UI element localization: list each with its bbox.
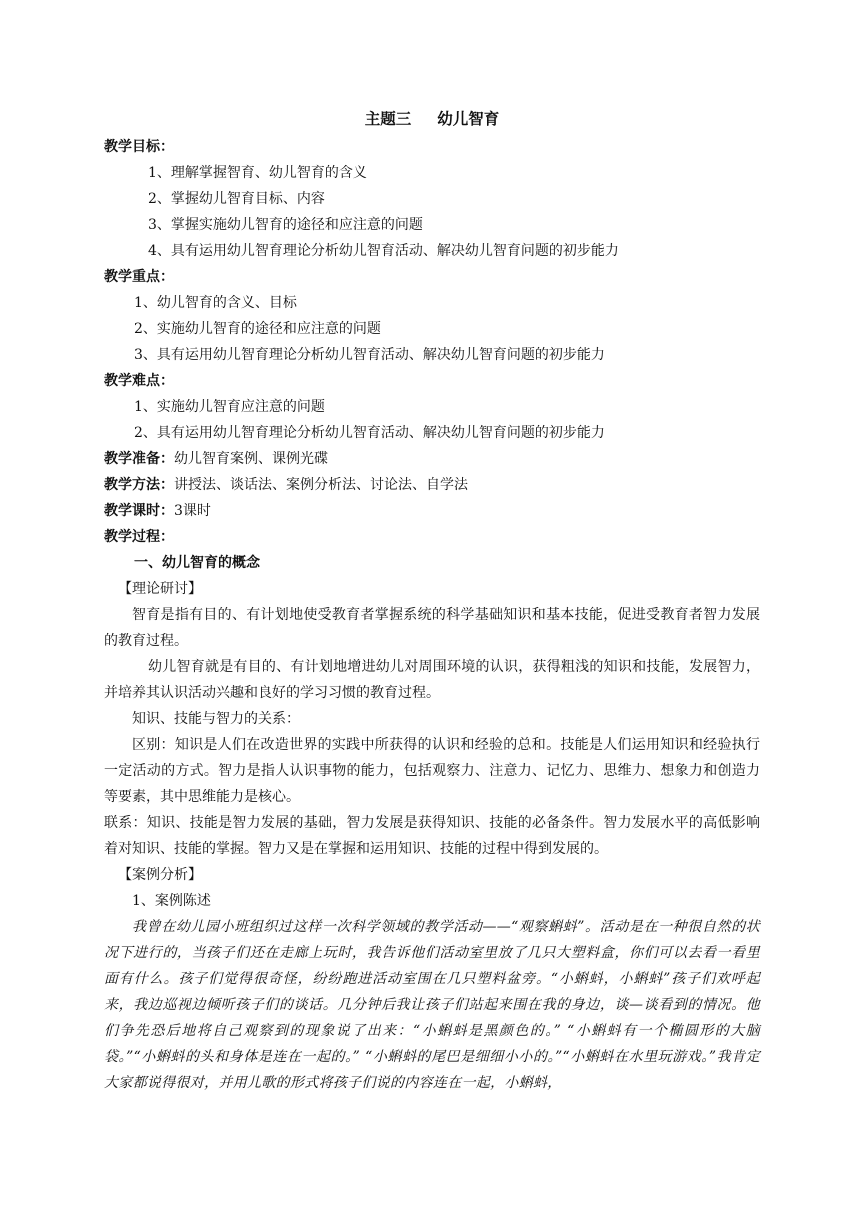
title-topic: 主题三 — [364, 109, 412, 128]
case-story-paragraph: 我曾在幼儿园小班组织过这样一次科学领域的教学活动——“观察蝌蚪”。活动是在一种很自然的状况下进行的，当孩子们还在走廊上玩时，我告诉他们活动室里放了几只大塑料盒，你们可以去看一看里面有什么。孩子们觉得很奇怪，纷纷跑进活动室围在几只塑料盆旁。“小蝌蚪，小蝌蚪”孩子们欢呼起来，我边巡视边倾听孩子们的谈话。几分钟后我让孩子们站起来围在我的身边，谈—谈看到的情况。他们争先恐后地将自己观察到的现象说了出来：“小蝌蚪是黑颜色的。” “小蝌蚪有一个椭圆形的大脑袋。”“小蝌蚪的头和身体是连在一起的。” “小蝌蚪的尾巴是细细小小的。”“小蝌蚪在水里玩游戏。”我肯定大家都说得很对，并用儿歌的形式将孩子们说的内容连在一起，小蝌蚪， — [104, 919, 760, 1091]
prep-line — [104, 446, 760, 472]
hours-line — [104, 498, 760, 524]
case-heading: 【案例分析】 — [118, 867, 202, 883]
paragraph-preschool-intellectual-education: 幼儿智育就是有目的、有计划地增进幼儿对周围环境的认识，获得粗浅的知识和技能，发展智力，并培养其认识活动兴趣和良好的学习习惯的教育过程。 — [104, 659, 760, 701]
method-line — [104, 472, 760, 498]
method-label: 教学方法： — [104, 477, 174, 493]
goals-label: 教学目标： — [104, 139, 174, 155]
prep-label: 教学准备： — [104, 451, 174, 467]
paragraph-connection: 联系：知识、技能是智力发展的基础，智力发展是获得知识、技能的必备条件。智力发展水平的高低影响着对知识、技能的掌握。智力又是在掌握和运用知识、技能的过程中得到发展的。 — [104, 815, 760, 857]
theory-heading: 【理论研讨】 — [118, 581, 202, 597]
section-heading: 一、幼儿智育的概念 — [134, 555, 260, 571]
prep-value: 幼儿智育案例、课例光碟 — [174, 451, 328, 467]
document-body — [104, 106, 760, 1096]
key-point-item: 3、具有运用幼儿智育理论分析幼儿智育活动、解决幼儿智育问题的初步能力 — [134, 347, 605, 363]
difficult-point-item: 2、具有运用幼儿智育理论分析幼儿智育活动、解决幼儿智育问题的初步能力 — [134, 425, 605, 441]
relation-heading: 知识、技能与智力的关系： — [132, 711, 300, 727]
method-value: 讲授法、谈话法、案例分析法、讨论法、自学法 — [174, 477, 468, 493]
difficult-points-label: 教学难点： — [104, 373, 174, 389]
paragraph-difference: 区别：知识是人们在改造世界的实践中所获得的认识和经验的总和。技能是人们运用知识和经验执行一定活动的方式。智力是指人认识事物的能力，包括观察力、注意力、记忆力、思维力、想象力和创造力等要素，其中思维能力是核心。 — [104, 737, 760, 805]
goal-item: 3、掌握实施幼儿智育的途径和应注意的问题 — [148, 217, 423, 233]
title-subject: 幼儿智育 — [437, 109, 500, 128]
page-title — [104, 106, 760, 132]
goal-item: 2、掌握幼儿智育目标、内容 — [148, 191, 325, 207]
goal-item: 4、具有运用幼儿智育理论分析幼儿智育活动、解决幼儿智育问题的初步能力 — [148, 243, 619, 259]
process-label: 教学过程： — [104, 529, 174, 545]
key-point-item: 1、幼儿智育的含义、目标 — [134, 295, 297, 311]
key-points-label: 教学重点： — [104, 269, 174, 285]
difficult-point-item: 1、实施幼儿智育应注意的问题 — [134, 399, 325, 415]
hours-value: 3课时 — [174, 503, 211, 519]
hours-label: 教学课时： — [104, 503, 174, 519]
case-subheading: 1、案例陈述 — [132, 893, 211, 909]
key-point-item: 2、实施幼儿智育的途径和应注意的问题 — [134, 321, 381, 337]
goal-item: 1、理解掌握智育、幼儿智育的含义 — [148, 165, 367, 181]
paragraph-intellectual-education: 智育是指有目的、有计划地使受教育者掌握系统的科学基础知识和基本技能，促进受教育者智力发展的教育过程。 — [104, 607, 760, 649]
